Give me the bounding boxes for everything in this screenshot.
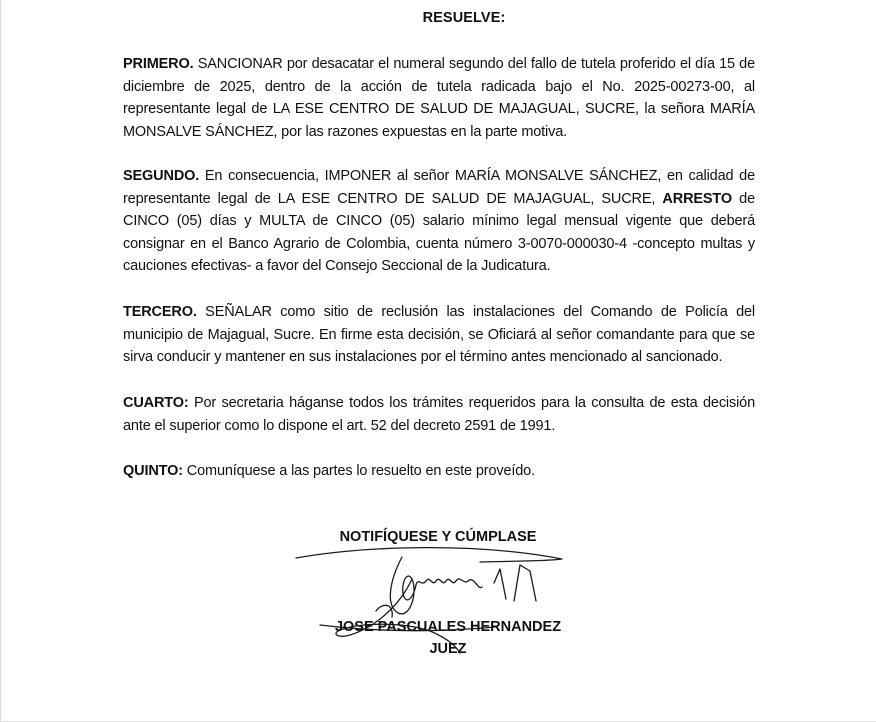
ordinal-cuarto: CUARTO: bbox=[123, 395, 189, 411]
signature-tail bbox=[336, 579, 460, 653]
resolution-primero bbox=[123, 53, 755, 143]
ordinal-segundo: SEGUNDO. bbox=[123, 168, 200, 184]
ordinal-quinto: QUINTO: bbox=[123, 463, 183, 479]
signature-stroke-a bbox=[494, 569, 506, 599]
signature-stroke-b bbox=[514, 565, 536, 601]
resolution-tercero-text: SEÑALAR como sitio de reclusión las instalaciones del Comando de Policía del municipio de Majagual, Sucre. En firme esta decisión, se Oficiará al señor comandante para que se sirva conducir y mantener en sus instalaciones por el término antes mencionado al sancionado. bbox=[123, 304, 755, 365]
signature-body bbox=[390, 557, 482, 614]
signer-name: JOSE PASCUALES HERNANDEZ bbox=[334, 619, 562, 635]
signer-role: JUEZ bbox=[429, 641, 467, 657]
resolution-quinto bbox=[123, 460, 755, 483]
resolution-primero-text: SANCIONAR por desacatar el numeral segundo del fallo de tutela proferido el día 15 de diciembre de 2025, dentro de la acción de tutela radicada bajo el No. 2025-00273-00, al representante legal de LA ESE CENTRO DE SALUD DE MAJAGUAL, SUCRE, la señora MARÍA MONSALVE SÁNCHEZ, por las razones expuestas en la parte motiva. bbox=[123, 56, 755, 140]
resolution-tercero bbox=[123, 301, 755, 369]
resolution-segundo-text-a: En consecuencia, IMPONER al señor MARÍA MONSALVE SÁNCHEZ, en calidad de representante legal de LA ESE CENTRO DE SALUD DE MAJAGUAL, SUCRE, bbox=[123, 168, 755, 207]
resolution-quinto-text: Comuníquese a las partes lo resuelto en este proveído. bbox=[182, 463, 535, 479]
closing-formula: NOTIFÍQUESE Y CÚMPLASE bbox=[339, 529, 537, 545]
signature-sweep bbox=[296, 548, 562, 562]
handwritten-signature bbox=[280, 535, 600, 665]
resolution-cuarto bbox=[123, 392, 755, 437]
page-left-edge bbox=[0, 0, 1, 722]
resolution-cuarto-text: Por secretaria háganse todos los trámites requeridos para la consulta de esta decisión ante el superior como lo dispone el art. 52 del decreto 2591 de 1991. bbox=[123, 395, 755, 434]
ordinal-primero: PRIMERO. bbox=[123, 56, 194, 72]
ordinal-tercero: TERCERO. bbox=[123, 304, 197, 320]
resolution-segundo bbox=[123, 165, 755, 278]
arresto-emphasis: ARRESTO bbox=[662, 190, 733, 207]
section-heading: RESUELVE: bbox=[422, 10, 506, 26]
resolution-segundo-text-b: de CINCO (05) días y MULTA de CINCO (05) salario mínimo legal mensual vigente que deberá consignar en el Banco Agrario de Colombia, cuenta número 3-0070-000030-4 -concepto multas y cauciones efectivas- a favor del Consejo Seccional de la Judicatura. bbox=[123, 190, 755, 274]
